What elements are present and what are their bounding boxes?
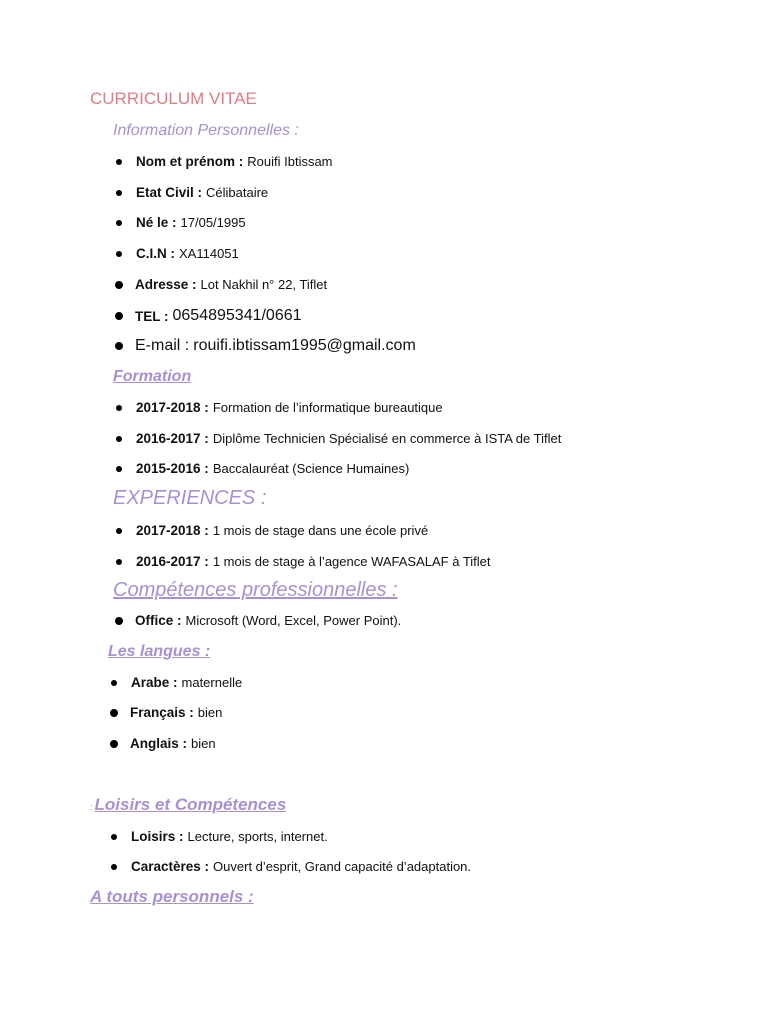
langue-item [111, 675, 242, 690]
bullet-icon [116, 405, 122, 411]
competence-item [115, 613, 401, 628]
experience-item [116, 554, 491, 569]
item-label: Etat Civil : [136, 185, 203, 200]
item-value: bien [197, 705, 223, 720]
item-value: 0654895341/0661 [172, 307, 302, 324]
bullet-icon [111, 834, 117, 840]
item-value: 1 mois de stage à l’agence WAFASALAF à Tiflet [212, 554, 491, 569]
item-value: Célibataire [206, 185, 269, 200]
item-label: C.I.N : [136, 246, 175, 261]
loisirs-prefix: : [90, 802, 93, 812]
bullet-icon [116, 528, 122, 534]
closing-heading: A touts personnels : [90, 887, 254, 906]
bullet-icon [115, 342, 123, 350]
item-value: bien [191, 736, 216, 751]
bullet-icon [116, 251, 122, 257]
item-label: Caractères : [131, 859, 210, 874]
item-label: TEL : [135, 308, 169, 324]
item-label: E-mail : [135, 337, 190, 354]
bullet-icon [115, 281, 123, 289]
langue-item [110, 705, 222, 720]
item-label: Français : [130, 705, 194, 720]
experience-item [116, 523, 428, 538]
item-label: 2016-2017 : [136, 554, 209, 569]
item-value: 1 mois de stage dans une école privé [212, 523, 429, 538]
bullet-icon [111, 680, 117, 686]
bullet-icon [115, 617, 123, 625]
item-value: Ouvert d’esprit, Grand capacité d’adaptation. [213, 859, 472, 874]
item-label: 2016-2017 : [136, 431, 209, 446]
loisir-item [111, 829, 328, 844]
bullet-icon [116, 159, 122, 165]
personal-item-address [115, 277, 327, 292]
formation-item [116, 431, 561, 446]
item-label: Arabe : [131, 675, 178, 690]
competences-heading: Compétences professionnelles : [113, 579, 398, 601]
loisirs-heading-row [90, 795, 286, 815]
item-label: 2015-2016 : [136, 461, 209, 476]
personal-item-email [115, 337, 416, 355]
bullet-icon [116, 436, 122, 442]
bullet-icon [116, 220, 122, 226]
formation-item [116, 461, 409, 476]
item-value: 17/05/1995 [180, 215, 246, 230]
langue-item [110, 736, 216, 751]
item-label: 2017-2018 : [136, 523, 209, 538]
item-label: Loisirs : [131, 829, 184, 844]
bullet-icon [110, 709, 118, 717]
personal-item-name [116, 154, 333, 169]
item-label: Nom et prénom : [136, 154, 244, 169]
item-value: Lecture, sports, internet. [187, 829, 328, 844]
item-label: Office : [135, 613, 182, 628]
loisir-item [111, 859, 471, 874]
personal-item-civil [116, 185, 268, 200]
bullet-icon [116, 466, 122, 472]
personal-item-cin [116, 246, 239, 261]
item-value: Rouifi Ibtissam [247, 154, 333, 169]
item-value: XA114051 [179, 246, 239, 261]
cv-title: CURRICULUM VITAE [90, 89, 257, 108]
bullet-icon [110, 740, 118, 748]
bullet-icon [116, 190, 122, 196]
item-label: Adresse : [135, 277, 197, 292]
bullet-icon [115, 312, 123, 320]
item-value: Diplôme Technicien Spécialisé en commerce à ISTA de Tiflet [212, 431, 562, 446]
item-label: Anglais : [130, 736, 188, 751]
formation-item [116, 400, 443, 415]
item-value: Formation de l’informatique bureautique [212, 400, 443, 415]
formation-heading: Formation [113, 368, 192, 385]
bullet-icon [111, 864, 117, 870]
item-value: Baccalauréat (Science Humaines) [212, 461, 410, 476]
email-value: rouifi.ibtissam1995@gmail.com [193, 337, 416, 354]
item-label: 2017-2018 : [136, 400, 209, 415]
item-value: maternelle [181, 675, 243, 690]
bullet-icon [116, 559, 122, 565]
item-value: Microsoft (Word, Excel, Power Point). [185, 613, 402, 628]
personal-item-tel [115, 307, 302, 325]
loisirs-heading: Loisirs et Compétences [94, 795, 287, 814]
item-label: Né le : [136, 215, 177, 230]
personal-item-birth [116, 215, 246, 230]
personal-heading: Information Personnelles : [113, 122, 299, 139]
experiences-heading: EXPERIENCES : [113, 487, 267, 509]
item-value: Lot Nakhil n° 22, Tiflet [200, 277, 328, 292]
langues-heading: Les langues : [108, 643, 211, 660]
